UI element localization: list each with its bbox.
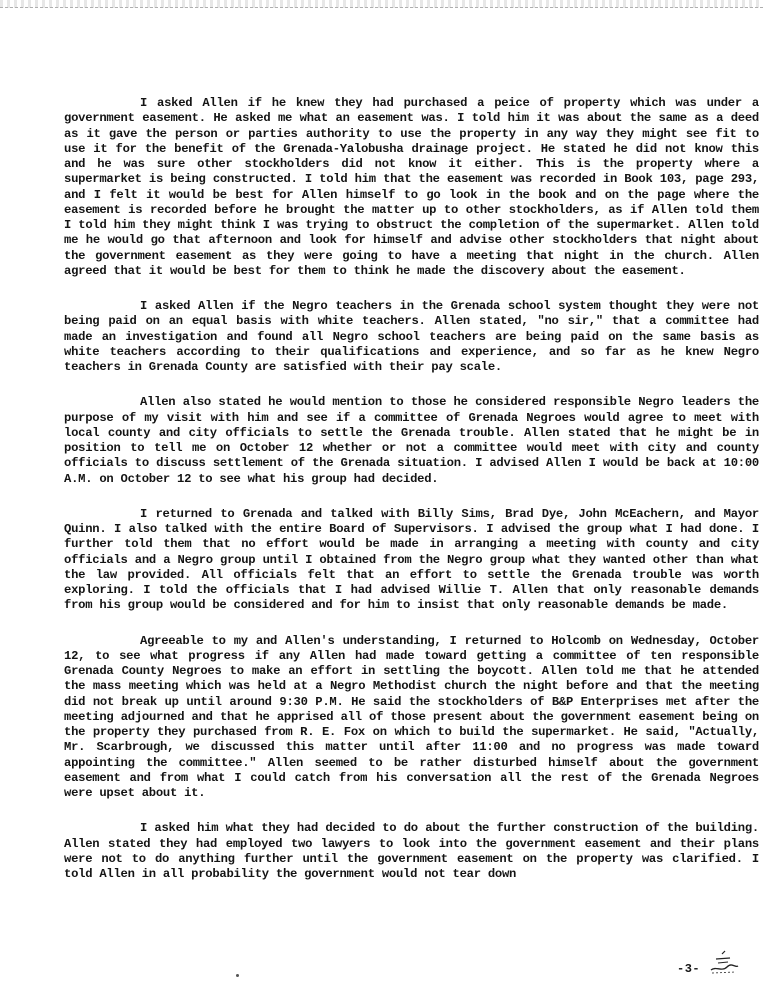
paragraph-easement: I asked Allen if he knew they had purchased a peice of property which was under a government easement. He asked me what an easement was. I told him it was about the same as a deed as it gave the person or parties authority to use the property in any way they might see fit to use it for the benefit of the Grenada-Yalobusha drainage project. He stated he did not know this and he was sure other stockholders did not know it either. This is the property where a supermarket is being constructed. I told him that the easement was recorded in Book 103, page 293, and I felt it would be best for Allen himself to go look in the book and on the page where the easement is recorded before he brought the matter up to other stockholders, as if Allen told them I told him they might think I was trying to obstruct the completion of the supermarket. Allen told me he would go that afternoon and look for himself and advise other stockholders that night about the government easement as they were going to have a meeting that night in the church. Allen agreed that it would be best for them to think he made the discovery about the easement.	[64, 96, 759, 278]
paragraph-officials: I returned to Grenada and talked with Billy Sims, Brad Dye, John McEachern, and Mayor Quinn. I also talked with the entire Board of Supervisors. I advised the group what I had done. I further told them that no effort would be made in arranging a meeting with county and city officials and a Negro group until I obtained from the Negro group what they wanted other than what the law provided. All officials felt that an effort to settle the Grenada trouble was worth exploring. I told the officials that I had advised Willie T. Allen that only reasonable demands from his group would be considered and for him to insist that only reasonable demands be made.	[64, 506, 759, 613]
scan-speck	[236, 974, 239, 977]
paragraph-october-12: Agreeable to my and Allen's understanding, I returned to Holcomb on Wednesday, October 12, to see what progress if any Allen had made toward getting a committee of ten responsible Grenada County Negroes to make an effort in settling the boycott. Allen told me that he attended the mass meeting which was held at a Negro Methodist church the night before and that the meeting did not break up until around 9:30 P.M. He said the stockholders of B&P Enterprises met after the meeting adjourned and that he apprised all of those present about the government easement being on the property they purchased from R. E. Fox on which to build the supermarket. He said, "Actually, Mr. Scarbrough, we discussed this matter until after 11:00 and no progress was made toward appointing the committee." Allen seemed to be rather disturbed himself about the government easement and from what I could catch from his conversation all the rest of the Grenada Negroes were upset about it.	[64, 633, 759, 800]
document-body	[64, 96, 759, 902]
paragraph-teachers: I asked Allen if the Negro teachers in the Grenada school system thought they were not being paid on an equal basis with white teachers. Allen stated, "no sir," that a committee had made an investigation and found all Negro school teachers are being paid on the same basis as white teachers according to their qualifications and experience, and so far as he knew Negro teachers in Grenada County are satisfied with their pay scale.	[64, 299, 759, 374]
handwritten-initials-mark	[708, 950, 740, 976]
page-number: -3-	[677, 962, 701, 976]
scan-top-edge	[0, 0, 763, 8]
paragraph-committee: Allen also stated he would mention to those he considered responsible Negro leaders the purpose of my visit with him and see if a committee of Grenada Negroes would agree to meet with local county and city officials to settle the Grenada trouble. Allen stated that he might be in position to tell me on October 12 whether or not a committee would meet with city and county officials to discuss settlement of the Grenada situation. I advised Allen I would be back at 10:00 A.M. on October 12 to see what his group had decided.	[64, 395, 759, 486]
paragraph-construction: I asked him what they had decided to do about the further construction of the building. Allen stated they had employed two lawyers to look into the government easement and their plans were not to do anything further until the government easement on the property was clarified. I told Allen in all probability the government would not tear down	[64, 821, 759, 881]
